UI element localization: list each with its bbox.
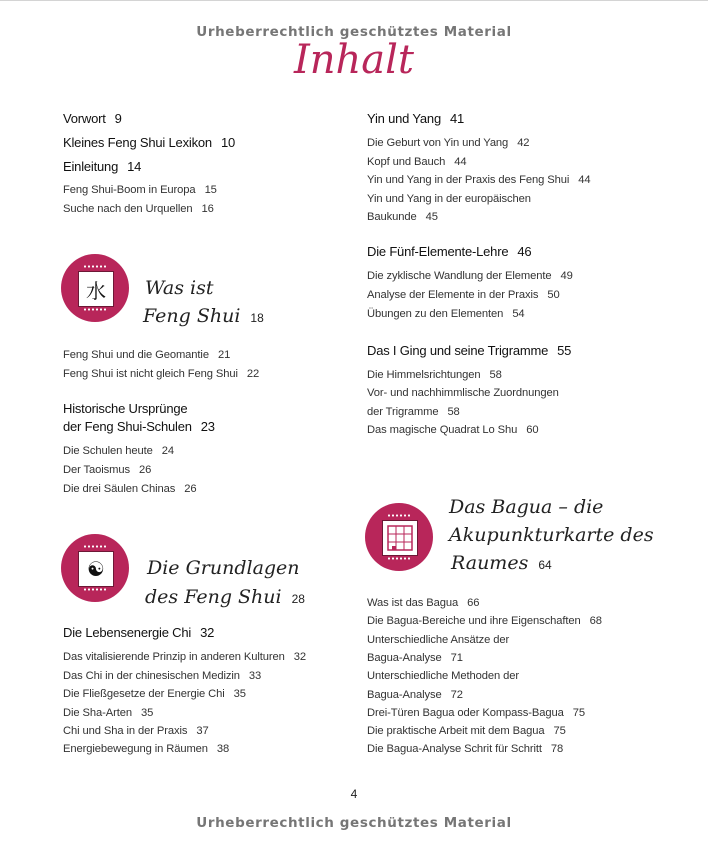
toc-subentry[interactable]: Die Geburt von Yin und Yang 42: [367, 137, 530, 149]
toc-subentry[interactable]: Die Fließgesetze der Energie Chi 35: [63, 688, 246, 700]
toc-entry-einleitung[interactable]: Einleitung 14: [63, 159, 142, 174]
toc-subentry[interactable]: Unterschiedliche Methoden der: [367, 670, 519, 682]
toc-subentry[interactable]: Was ist das Bagua 66: [367, 597, 480, 609]
toc-subentry[interactable]: Chi und Sha in der Praxis 37: [63, 725, 209, 737]
toc-subentry[interactable]: Analyse der Elemente in der Praxis 50: [367, 289, 560, 301]
toc-subentry[interactable]: Feng Shui-Boom in Europa 15: [63, 184, 217, 196]
toc-subentry[interactable]: Suche nach den Urquellen 16: [63, 203, 214, 215]
toc-subentry[interactable]: Drei-Türen Bagua oder Kompass-Bagua 75: [367, 707, 585, 719]
kanji-emblem-icon: 水: [61, 254, 129, 322]
bagua-grid-icon: [383, 521, 417, 555]
toc-entry-feng-shui-schulen[interactable]: der Feng Shui-Schulen 23: [63, 419, 215, 434]
section-title-das-bagua[interactable]: Das Bagua – die: [449, 496, 604, 518]
top-border: [0, 0, 708, 1]
bagua-grid-emblem-icon: [365, 503, 433, 571]
toc-subentry[interactable]: Die Himmelsrichtungen 58: [367, 369, 502, 381]
toc-subentry[interactable]: Vor- und nachhimmlische Zuordnungen: [367, 387, 559, 399]
page-title: Inhalt: [293, 37, 415, 83]
toc-subentry[interactable]: Die praktische Arbeit mit dem Bagua 75: [367, 725, 566, 737]
toc-entry-i-ging[interactable]: Das I Ging und seine Trigramme 55: [367, 343, 572, 358]
toc-subentry[interactable]: Übungen zu den Elementen 54: [367, 308, 525, 320]
toc-subentry[interactable]: Die zyklische Wandlung der Elemente 49: [367, 270, 573, 282]
page-number: 4: [350, 787, 358, 801]
toc-subentry[interactable]: der Trigramme 58: [367, 406, 460, 418]
toc-subentry[interactable]: Die drei Säulen Chinas 26: [63, 483, 197, 495]
toc-subentry[interactable]: Feng Shui und die Geomantie 21: [63, 349, 231, 361]
toc-subentry[interactable]: Bagua-Analyse 72: [367, 689, 463, 701]
toc-entry-lebensenergie-chi[interactable]: Die Lebensenergie Chi 32: [63, 625, 215, 640]
toc-entry-historische-urspruenge[interactable]: Historische Ursprünge: [63, 401, 188, 416]
toc-entry-fuenf-elemente[interactable]: Die Fünf-Elemente-Lehre 46: [367, 244, 532, 259]
toc-subentry[interactable]: Baukunde 45: [367, 211, 438, 223]
section-title-feng-shui[interactable]: Feng Shui 18: [143, 305, 264, 327]
toc-subentry[interactable]: Die Schulen heute 24: [63, 445, 174, 457]
section-title-was-ist-feng-shui[interactable]: Was ist: [145, 277, 214, 299]
section-title-raumes[interactable]: Raumes 64: [451, 552, 552, 574]
toc-subentry[interactable]: Bagua-Analyse 71: [367, 652, 463, 664]
toc-subentry[interactable]: Das magische Quadrat Lo Shu 60: [367, 424, 539, 436]
section-title-des-feng-shui[interactable]: des Feng Shui 28: [145, 586, 305, 608]
toc-subentry[interactable]: Kopf und Bauch 44: [367, 156, 467, 168]
toc-subentry[interactable]: Das vitalisierende Prinzip in anderen Kulturen 32: [63, 651, 307, 663]
toc-subentry[interactable]: Energiebewegung in Räumen 38: [63, 743, 230, 755]
toc-subentry[interactable]: Unterschiedliche Ansätze der: [367, 634, 510, 646]
toc-entry-yin-und-yang[interactable]: Yin und Yang 41: [367, 111, 465, 126]
toc-subentry[interactable]: Die Bagua-Bereiche und ihre Eigenschaften 68: [367, 615, 602, 627]
toc-subentry[interactable]: Das Chi in der chinesischen Medizin 33: [63, 670, 262, 682]
section-title-die-grundlagen[interactable]: Die Grundlagen: [147, 557, 300, 579]
toc-subentry[interactable]: Yin und Yang in der europäischen: [367, 193, 531, 205]
copyright-watermark-bottom: Urheberrechtlich geschütztes Material: [196, 815, 512, 831]
section-title-akupunkturkarte[interactable]: Akupunkturkarte des: [449, 524, 654, 546]
yin-yang-emblem-icon: ☯: [61, 534, 129, 602]
toc-entry-vorwort[interactable]: Vorwort 9: [63, 111, 122, 126]
toc-subentry[interactable]: Die Sha-Arten 35: [63, 707, 154, 719]
toc-subentry[interactable]: Yin und Yang in der Praxis des Feng Shui 44: [367, 174, 591, 186]
toc-entry-lexikon[interactable]: Kleines Feng Shui Lexikon 10: [63, 135, 235, 150]
copyright-watermark-top: Urheberrechtlich geschütztes Material: [196, 24, 512, 40]
toc-subentry[interactable]: Feng Shui ist nicht gleich Feng Shui 22: [63, 368, 260, 380]
toc-subentry[interactable]: Der Taoismus 26: [63, 464, 152, 476]
toc-subentry[interactable]: Die Bagua-Analyse Schrit für Schritt 78: [367, 743, 564, 755]
